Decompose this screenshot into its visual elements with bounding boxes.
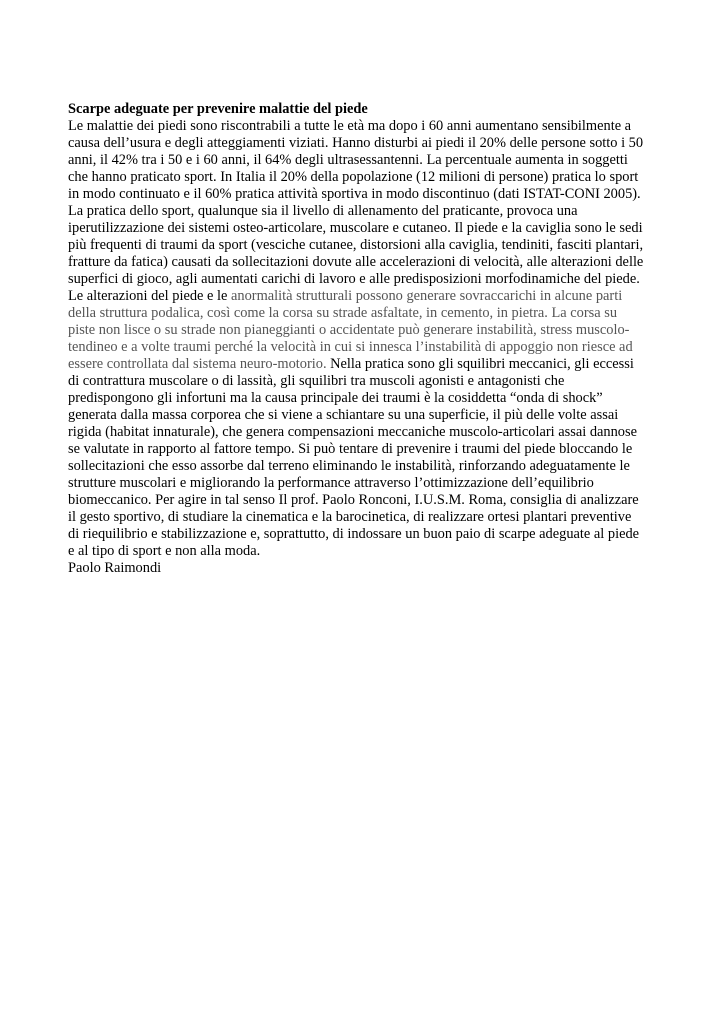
text-line [68,424,658,441]
text-line [68,152,658,169]
text-line [68,441,658,458]
text-line [68,322,658,339]
text-line [68,373,658,390]
text-segment-gray: della struttura podalica, così come la corsa su strade asfaltate, in cemento, in pietra. La corsa su [68,305,618,321]
text-line [68,135,658,152]
text-segment: predispongono gli infortuni ma la causa principale dei traumi è la cosiddetta “onda di shock” [68,390,603,406]
text-segment: causa dell’usura e degli atteggiamenti viziati. Hanno disturbi ai piedi il 20% delle persone sotto i 50 [68,135,644,151]
text-segment: il gesto sportivo, di studiare la cinematica e la barocinetica, di realizzare ortesi plantari preventive [68,509,632,525]
text-line [68,186,658,203]
text-line [68,509,658,526]
text-segment: anni, il 42% tra i 50 e i 60 anni, il 64% degli ultrasessantenni. La percentuale aumenta in soggetti [68,152,628,168]
text-line [68,339,658,356]
text-segment: Le malattie dei piedi sono riscontrabili a tutte le età ma dopo i 60 anni aumentano sensibilmente a [68,118,632,134]
text-line [68,305,658,322]
text-segment: rigida (habitat innaturale), che genera compensazioni meccaniche muscolo-articolari assai dannose [68,424,637,440]
text-line [68,458,658,475]
text-segment-gray: anormalità strutturali possono generare sovraccarichi in alcune parti [231,288,623,304]
text-segment: e al tipo di sport e non alla moda. [68,543,261,559]
text-line [68,390,658,407]
text-segment: sollecitazioni che esso assorbe dal terreno eliminando le instabilità, rinforzando adeguatamente le [68,458,630,474]
text-segment: di riequilibrio e stabilizzazione e, soprattutto, di indossare un buon paio di scarpe adeguate al piede [68,526,640,542]
text-segment: che hanno praticato sport. In Italia il 20% della popolazione (12 milioni di persone) pratica lo sport [68,169,639,185]
text-segment: più frequenti di traumi da sport (vesciche cutanee, distorsioni alla caviglia, tendiniti, fasciti plantari, [68,237,644,253]
text-segment: fratture da fatica) causati da sollecitazioni dovute alle accelerazioni di velocità, alle alterazioni delle [68,254,644,270]
text-segment-gray: tendineo e a volte traumi perché la velocità in cui si innesca l’instabilità di appoggio non riesce ad [68,339,633,355]
text-segment: La pratica dello sport, qualunque sia il livello di allenamento del praticante, provoca una [68,203,578,219]
text-line [68,526,658,543]
text-segment: strutture muscolari e migliorando la performance attraverso l’ottimizzazione dell’equilibrio [68,475,594,491]
text-line [68,169,658,186]
text-line [68,237,658,254]
text-segment: generata dalla massa corporea che si viene a schiantare su una superficie, il più delle volte assai [68,407,619,423]
text-segment: biomeccanico. Per agire in tal senso Il prof. Paolo Ronconi, I.U.S.M. Roma, consiglia di analizzare [68,492,639,508]
text-segment: di contrattura muscolare o di lassità, gli squilibri tra muscoli agonisti e antagonisti che [68,373,565,389]
text-segment-gray: essere controllata dal sistema neuro-motorio. [68,356,327,372]
text-segment: iperutilizzazione dei sistemi osteo-articolare, muscolare e cutaneo. Il piede e la caviglia sono le sedi [68,220,643,236]
text-segment-gray: piste non lisce o su strade non pianeggianti o accidentate può generare instabilità, stress muscolo- [68,322,630,338]
document-title: Scarpe adeguate per prevenire malattie del piede [68,101,368,117]
text-segment: se valutate in rapporto al fattore tempo. Si può tentare di prevenire i traumi del piede bloccando le [68,441,633,457]
document-body [68,118,658,560]
text-line [68,271,658,288]
text-line [68,356,658,373]
text-line [68,475,658,492]
text-line [68,118,658,135]
text-line [68,492,658,509]
document-page [68,101,658,577]
text-segment: Nella pratica sono gli squilibri meccanici, gli eccessi [326,356,634,372]
text-line [68,543,658,560]
author-signature: Paolo Raimondi [68,560,162,576]
text-segment: Le alterazioni del piede e le [68,288,232,304]
text-segment: superfici di gioco, agli aumentati carichi di lavoro e alle predisposizioni morfodinamiche del piede. [68,271,640,287]
text-segment: in modo continuato e il 60% pratica attività sportiva in modo discontinuo (dati ISTAT-CONI 2005). [68,186,641,202]
text-line [68,407,658,424]
text-line [68,203,658,220]
text-line [68,254,658,271]
text-line [68,220,658,237]
text-line [68,288,658,305]
